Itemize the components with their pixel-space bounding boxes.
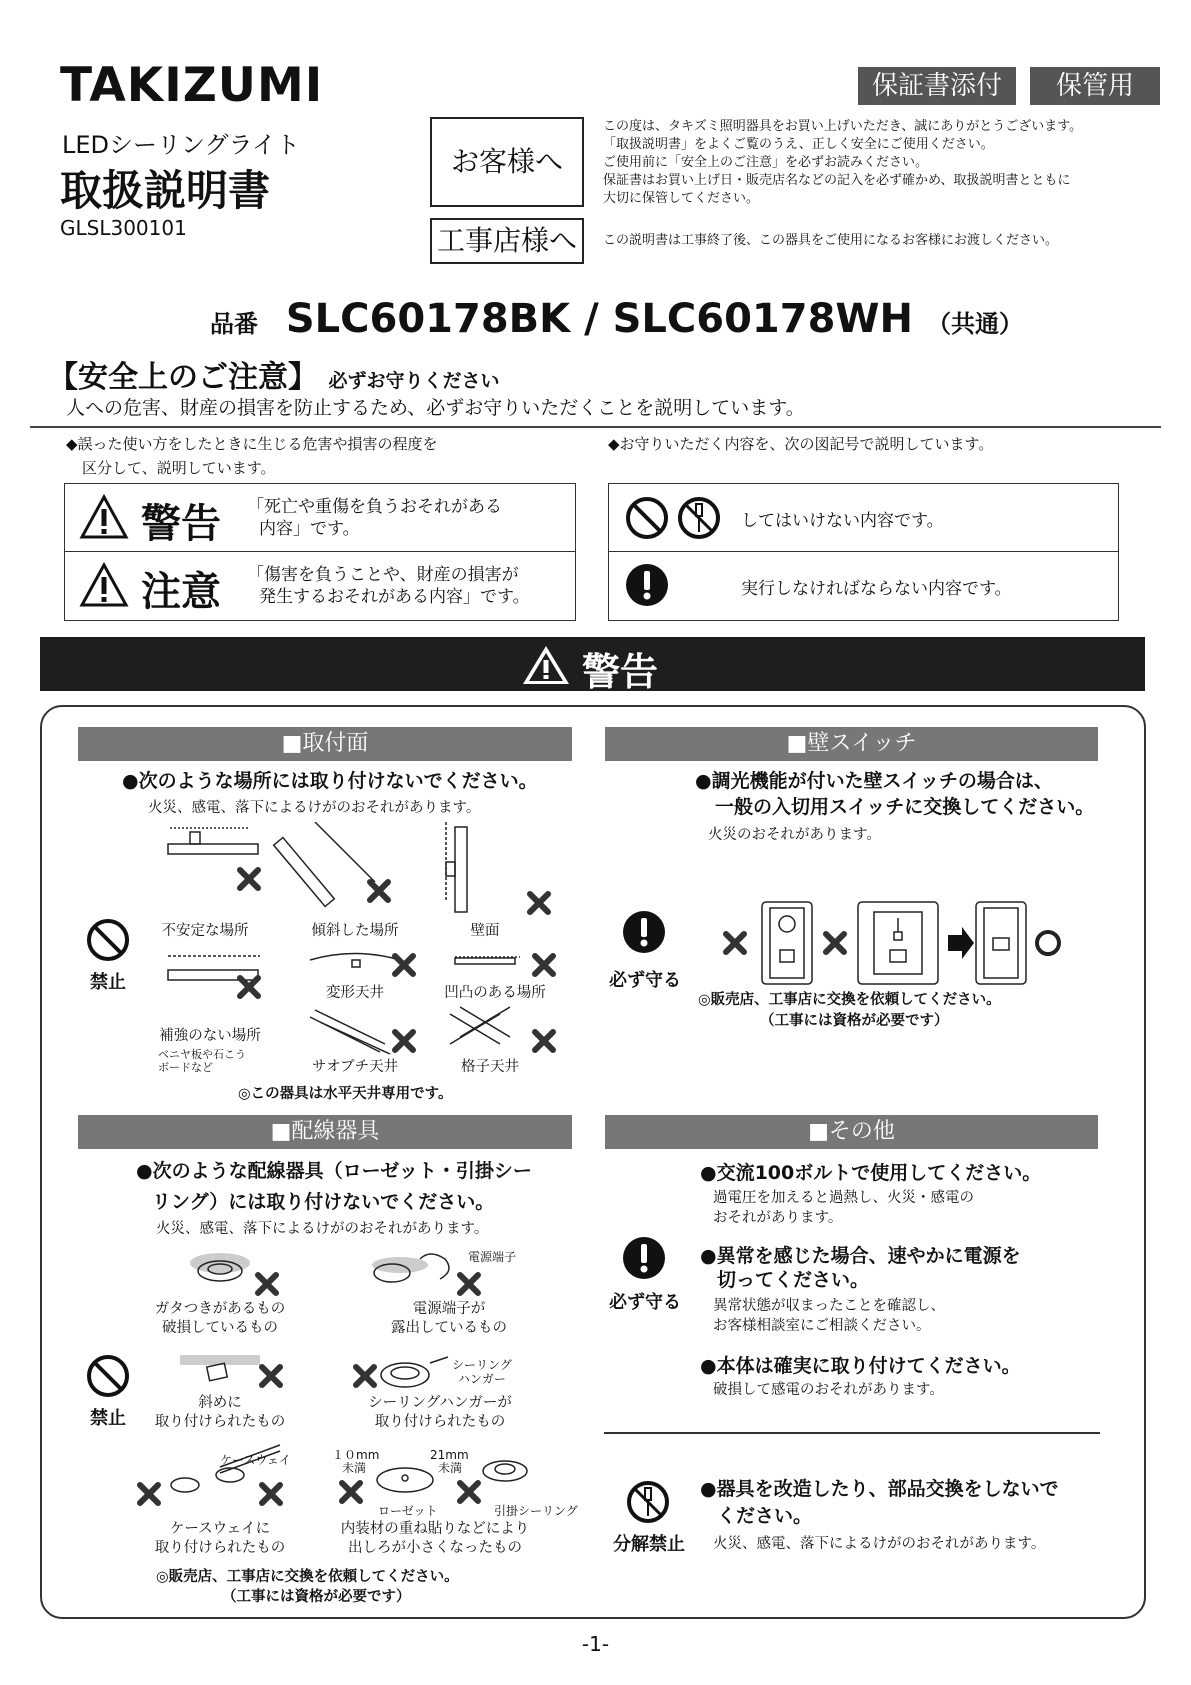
section-bar-wiring: ■配線器具 <box>78 1115 572 1149</box>
caption-line: ガタつきがあるもの <box>154 1301 286 1317</box>
warning-row <box>65 484 575 552</box>
switch-illustrations <box>722 900 1072 990</box>
warning-desc <box>247 496 502 540</box>
prohibit-label: 禁止 <box>90 972 126 993</box>
product-type: LEDシーリングライト <box>62 131 300 159</box>
caption-no-reinforcement: 補強のない場所 <box>159 1028 261 1044</box>
switch-note-1: ◎販売店、工事店に交換を依頼してください。 <box>698 992 1001 1008</box>
caption-caseway <box>140 1520 300 1558</box>
dim-less: 未満 <box>342 1461 367 1475</box>
to-contractor-box: 工事店様へ <box>430 218 584 264</box>
mounting-reason: 火災、感電、落下によるけがのおそれがあります。 <box>148 800 481 816</box>
safety-heading <box>48 352 499 396</box>
switch-reason: 火災のおそれがあります。 <box>708 827 881 843</box>
model-common: （共通） <box>926 310 1023 338</box>
hook-ceiling-label: 引掛シーリング <box>494 1504 578 1518</box>
caption-uneven: 凹凸のある場所 <box>444 985 546 1001</box>
other-reason-fix: 破損して感電のおそれがあります。 <box>713 1382 944 1398</box>
caution-desc <box>247 564 530 608</box>
dim-value: １０mm <box>332 1448 380 1462</box>
caption-line: 電源端子が <box>412 1301 486 1317</box>
mounting-rule: ●次のような場所には取り付けないでください。 <box>122 770 538 792</box>
safety-heading-sub: 必ずお守りください <box>328 370 500 392</box>
right-bullet: ◆お守りいただく内容を、次の図記号で説明しています。 <box>608 435 994 453</box>
left-bullet-1: ◆誤った使い方をしたときに生じる危害や損害の程度を <box>66 435 438 453</box>
caption-unstable: 不安定な場所 <box>161 923 249 939</box>
mounting-note: ◎この器具は水平天井専用です。 <box>238 1086 453 1102</box>
caption-line: 取り付けられたもの <box>154 1414 286 1430</box>
divider <box>30 426 1161 428</box>
symbol-box <box>608 483 1119 621</box>
warning-triangle-icon <box>520 643 572 687</box>
page-number: -1- <box>581 1632 610 1656</box>
desc-line: 内容」です。 <box>259 519 360 539</box>
warning-word: 警告 <box>141 501 221 547</box>
other-rule-modify-1: ●器具を改造したり、部品交換をしないで <box>700 1478 1059 1500</box>
label-line: シーリング <box>452 1358 512 1372</box>
caption-wall: 壁面 <box>470 923 500 939</box>
section-bar-mounting: ■取付面 <box>78 727 572 761</box>
prohibit-label: 禁止 <box>90 1408 126 1429</box>
safety-heading-text: 【安全上のご注意】 <box>48 360 318 395</box>
caption-sub: ベニヤ板や石こう <box>158 1048 246 1061</box>
no-disassembly-icon <box>626 1480 670 1524</box>
disassembly-label: 分解禁止 <box>613 1534 685 1555</box>
wiring-rule-1: ●次のような配線器具（ローゼット・引掛シー <box>136 1160 532 1182</box>
note-line: 大切に保管してください。 <box>603 191 760 206</box>
desc-line: 「死亡や重傷を負うおそれがある <box>247 497 502 517</box>
power-terminal-label: 電源端子 <box>468 1250 517 1264</box>
model-code: SLC60178BK / SLC60178WH <box>285 296 914 342</box>
other-reason-abnormal <box>713 1296 945 1336</box>
prohibit-icon <box>625 496 669 540</box>
brand-logo: TAKIZUMI <box>60 58 324 113</box>
section-bar-switch: ■壁スイッチ <box>605 727 1098 761</box>
document-code: GLSL300101 <box>60 216 187 240</box>
caption-saobuchi: サオブチ天井 <box>311 1059 399 1075</box>
caption-line: 取り付けられたもの <box>154 1540 286 1556</box>
caption-line: 出しろが小さくなったもの <box>348 1540 522 1556</box>
wiring-note-1: ◎販売店、工事店に交換を依頼してください。 <box>156 1569 459 1585</box>
caution-triangle-icon <box>79 562 129 608</box>
desc-line: 発生するおそれがある内容」です。 <box>259 587 530 607</box>
mandatory-label: 必ず守る <box>609 970 681 991</box>
reason-line: 異常状態が収まったことを確認し、 <box>713 1298 945 1314</box>
warning-banner <box>40 637 1145 694</box>
caption-line: 斜めに <box>198 1395 242 1411</box>
note-line: ご使用前に「安全上のご注意」を必ずお読みください。 <box>603 155 929 170</box>
reason-line: お客様相談室にご相談ください。 <box>713 1318 931 1334</box>
hanger-label <box>452 1358 512 1386</box>
mandatory-icon <box>625 563 669 607</box>
mandatory-label: 必ず守る <box>609 1292 681 1313</box>
switch-rule-2: 一般の入切用スイッチに交換してください。 <box>715 796 1095 818</box>
caption-line: 取り付けられたもの <box>374 1414 506 1430</box>
to-customer-note <box>603 118 1163 208</box>
caption-line: 内装材の重ね貼りなどにより <box>340 1521 530 1537</box>
signal-word-box <box>64 483 576 621</box>
switch-rule-1: ●調光機能が付いた壁スイッチの場合は、 <box>695 770 1053 792</box>
caption-exposed <box>374 1300 524 1338</box>
prohibit-row <box>609 484 1118 552</box>
wiring-rule-2: リング）には取り付けないでください。 <box>152 1191 495 1213</box>
caption-lattice: 格子天井 <box>461 1059 519 1075</box>
caption-line: ケースウェイに <box>169 1521 271 1537</box>
wiring-reason: 火災、感電、落下によるけがのおそれがあります。 <box>156 1221 489 1237</box>
dim-less: 未満 <box>438 1461 463 1475</box>
document-title: 取扱説明書 <box>60 166 271 215</box>
model-label: 品番 <box>210 310 258 338</box>
other-reason-modify: 火災、感電、落下によるけがのおそれがあります。 <box>713 1536 1046 1552</box>
caption-tilted: 傾斜した場所 <box>311 923 399 939</box>
caption-loose <box>140 1300 300 1338</box>
caution-row <box>65 552 575 619</box>
caption-plywood <box>158 1048 246 1074</box>
mandatory-icon <box>622 1236 666 1280</box>
caption-slant <box>140 1394 300 1432</box>
caption-sub: ボードなど <box>158 1061 213 1074</box>
left-bullet-2: 区分して、説明しています。 <box>82 459 276 477</box>
other-rule-abnormal-1: ●異常を感じた場合、速やかに電源を <box>700 1245 1021 1267</box>
other-rule-modify-2: ください。 <box>717 1505 813 1527</box>
caption-deformed: 変形天井 <box>326 985 384 1001</box>
other-rule-fix: ●本体は確実に取り付けてください。 <box>700 1355 1021 1377</box>
caseway-label: ケースウェイ <box>220 1453 291 1467</box>
caption-line: 露出しているもの <box>391 1320 507 1336</box>
safety-intro: 人への危害、財産の損害を防止するため、必ずお守りいただくことを説明しています。 <box>66 397 805 419</box>
caption-line: 破損しているもの <box>162 1320 278 1336</box>
note-line: 「取扱説明書」をよくご覧のうえ、正しく安全にご使用ください。 <box>603 137 994 152</box>
no-disassembly-icon <box>677 496 721 540</box>
caption-overlap <box>330 1520 540 1558</box>
prohibit-icon <box>86 918 130 962</box>
model-numbers <box>210 296 1023 342</box>
dim-21-label <box>430 1449 469 1475</box>
other-rule-abnormal-2: 切ってください。 <box>717 1269 870 1291</box>
warning-triangle-icon <box>79 494 129 540</box>
to-contractor-note: この説明書は工事終了後、この器具をご使用になるお客様にお渡しください。 <box>603 233 1059 248</box>
other-reason-ac <box>713 1188 974 1228</box>
caution-word: 注意 <box>141 569 221 615</box>
keep-tag: 保管用 <box>1030 67 1160 105</box>
reason-line: 過電圧を加えると過熱し、火災・感電の <box>713 1190 974 1206</box>
other-rule-ac: ●交流100ボルトで使用してください。 <box>700 1162 1042 1184</box>
desc-line: 「傷害を負うことや、財産の損害が <box>247 565 519 585</box>
divider <box>604 1432 1100 1434</box>
mandatory-desc: 実行しなければならない内容です。 <box>741 579 1012 599</box>
label-line: ハンガー <box>457 1372 506 1386</box>
dim-10-label <box>332 1449 379 1475</box>
note-line: 保証書はお買い上げ日・販売店名などの記入を必ず確かめ、取扱説明書とともに <box>603 173 1071 188</box>
mandatory-icon <box>622 910 666 954</box>
to-customer-box: お客様へ <box>430 117 584 207</box>
banner-title: 警告 <box>582 650 659 694</box>
wiring-note-2: （工事には資格が必要です） <box>222 1589 411 1605</box>
prohibit-desc: してはいけない内容です。 <box>741 511 944 531</box>
caption-line: シーリングハンガーが <box>368 1395 512 1411</box>
rosette-label: ローゼット <box>378 1504 438 1518</box>
reason-line: おそれがあります。 <box>713 1210 843 1226</box>
section-bar-other: ■その他 <box>605 1115 1098 1149</box>
caption-hanger <box>350 1394 530 1432</box>
mandatory-row <box>609 552 1118 619</box>
warranty-tag: 保証書添付 <box>858 67 1016 105</box>
dim-value: 21mm <box>430 1448 469 1462</box>
prohibit-icon <box>86 1354 130 1398</box>
switch-note-2: （工事には資格が必要です） <box>760 1013 949 1029</box>
note-line: この度は、タキズミ照明器具をお買い上げいただき、誠にありがとうございます。 <box>603 119 1083 134</box>
